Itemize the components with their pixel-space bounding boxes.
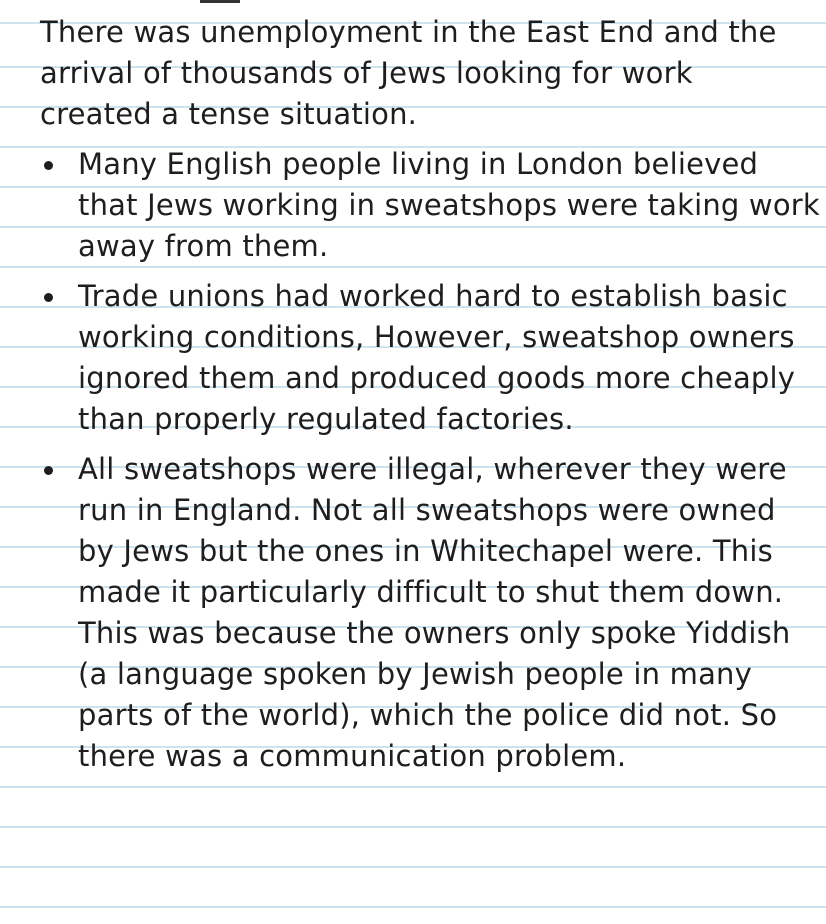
bullet-item-trade-unions	[40, 276, 820, 440]
bullet-dot-icon	[44, 466, 53, 475]
intro-paragraph: There was unemployment in the East End and the arrival of thousands of Jews looking for work created a tense situation.	[40, 15, 777, 131]
bullet-dot-icon	[44, 161, 53, 170]
bullet-text: Trade unions had worked hard to establish basic working conditions, However, sweatshop owners ignored them and produced goods more cheaply than properly regulated factories.	[78, 279, 796, 436]
bullet-text: All sweatshops were illegal, wherever they were run in England. Not all sweatshops were owned by Jews but the ones in Whitechapel were. This made it particularly difficult to shut them down. This was because the owners only spoke Yiddish (a language spoken by Jewish people in many parts of the world), which the police did not. So there was a communication problem.	[78, 452, 791, 773]
bullet-list	[40, 144, 820, 777]
bullet-item-illegal-sweatshops	[40, 449, 820, 777]
bullet-item-english-people	[40, 144, 820, 267]
bullet-dot-icon	[44, 293, 53, 302]
bullet-text: Many English people living in London believed that Jews working in sweatshops were taking work away from them.	[78, 147, 820, 263]
top-edge-mark	[200, 0, 240, 3]
